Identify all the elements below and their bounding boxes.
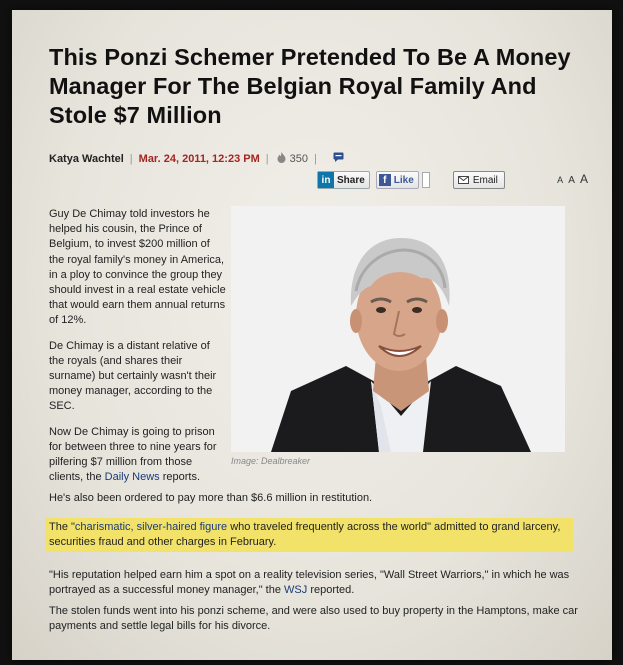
font-size-controls [555,172,588,186]
share-label: Share [337,174,365,186]
paragraph-text: Now De Chimay is going to prison for between three to nine years for pilfering $7 million from those clients, the [49,425,217,484]
like-label: Like [393,174,414,186]
wsj-link[interactable]: WSJ [284,584,308,597]
publish-date: Mar. 24, 2011, 12:23 PM [138,153,260,165]
linkedin-share-button[interactable] [317,171,370,189]
paragraph-text: reports. [159,471,201,484]
envelope-icon [458,176,469,184]
highlighted-paragraph [49,518,589,552]
linkedin-icon: in [318,172,334,188]
article-photo [231,206,565,452]
quote-link[interactable]: charismatic, silver-haired figure [74,521,228,533]
article-body-column [49,207,227,485]
comment-icon[interactable] [333,152,344,166]
paragraph-text: who traveled frequently across the world" admitted to grand larceny, securities fraud and other charges in February. [49,521,561,549]
photo-caption: Image: Dealbreaker [231,456,311,466]
meta-divider: | [313,153,317,165]
article-headline: This Ponzi Schemer Pretended To Be A Money Manager For The Belgian Royal Family And Stole $7 Million [49,44,571,128]
email-button[interactable] [453,171,505,189]
daily-news-link[interactable]: Daily News [104,471,160,484]
paragraph: De Chimay is a distant relative of the royals (and shares their surname) but certainly wasn't their money manager, according to the SEC. [49,339,217,413]
flame-icon [277,152,286,166]
like-count-box [422,172,430,188]
font-size-large[interactable]: A [579,172,588,186]
paragraph-text: "His reputation helped earn him a spot on a reality television series, "Wall Street Warriors," in which he was portrayed as a successful money manager," the [49,569,570,597]
facebook-like-button[interactable] [376,171,419,189]
view-count: 350 [289,153,308,165]
paragraph [49,568,589,598]
author-link[interactable]: Katya Wachtel [49,153,124,165]
paragraph: He's also been ordered to pay more than $6.6 million in restitution. [49,492,373,504]
article-meta [49,152,344,166]
paragraph: Guy De Chimay told investors he helped his cousin, the Prince of Belgium, to invest $200 million of the royal family's money in America, in a ploy to convince the group they should invest in a real estate vehicle that would earn them annual returns of 12%. [49,208,226,327]
paragraph-text: reported. [307,584,355,597]
facebook-icon: f [379,174,391,186]
meta-divider: | [265,153,269,165]
paragraph: The stolen funds went into his ponzi scheme, and were also used to buy property in the Hamptons, make car payments and settle legal bills for his divorce. [49,605,578,633]
paragraph [49,425,227,486]
paragraph-text: The " [49,521,75,533]
font-size-medium[interactable]: A [568,175,575,186]
highlight [45,518,573,552]
font-size-small[interactable]: A [557,175,564,185]
article-page [12,10,612,660]
share-bar [317,170,592,190]
email-label: Email [472,174,498,186]
meta-divider: | [129,153,133,165]
